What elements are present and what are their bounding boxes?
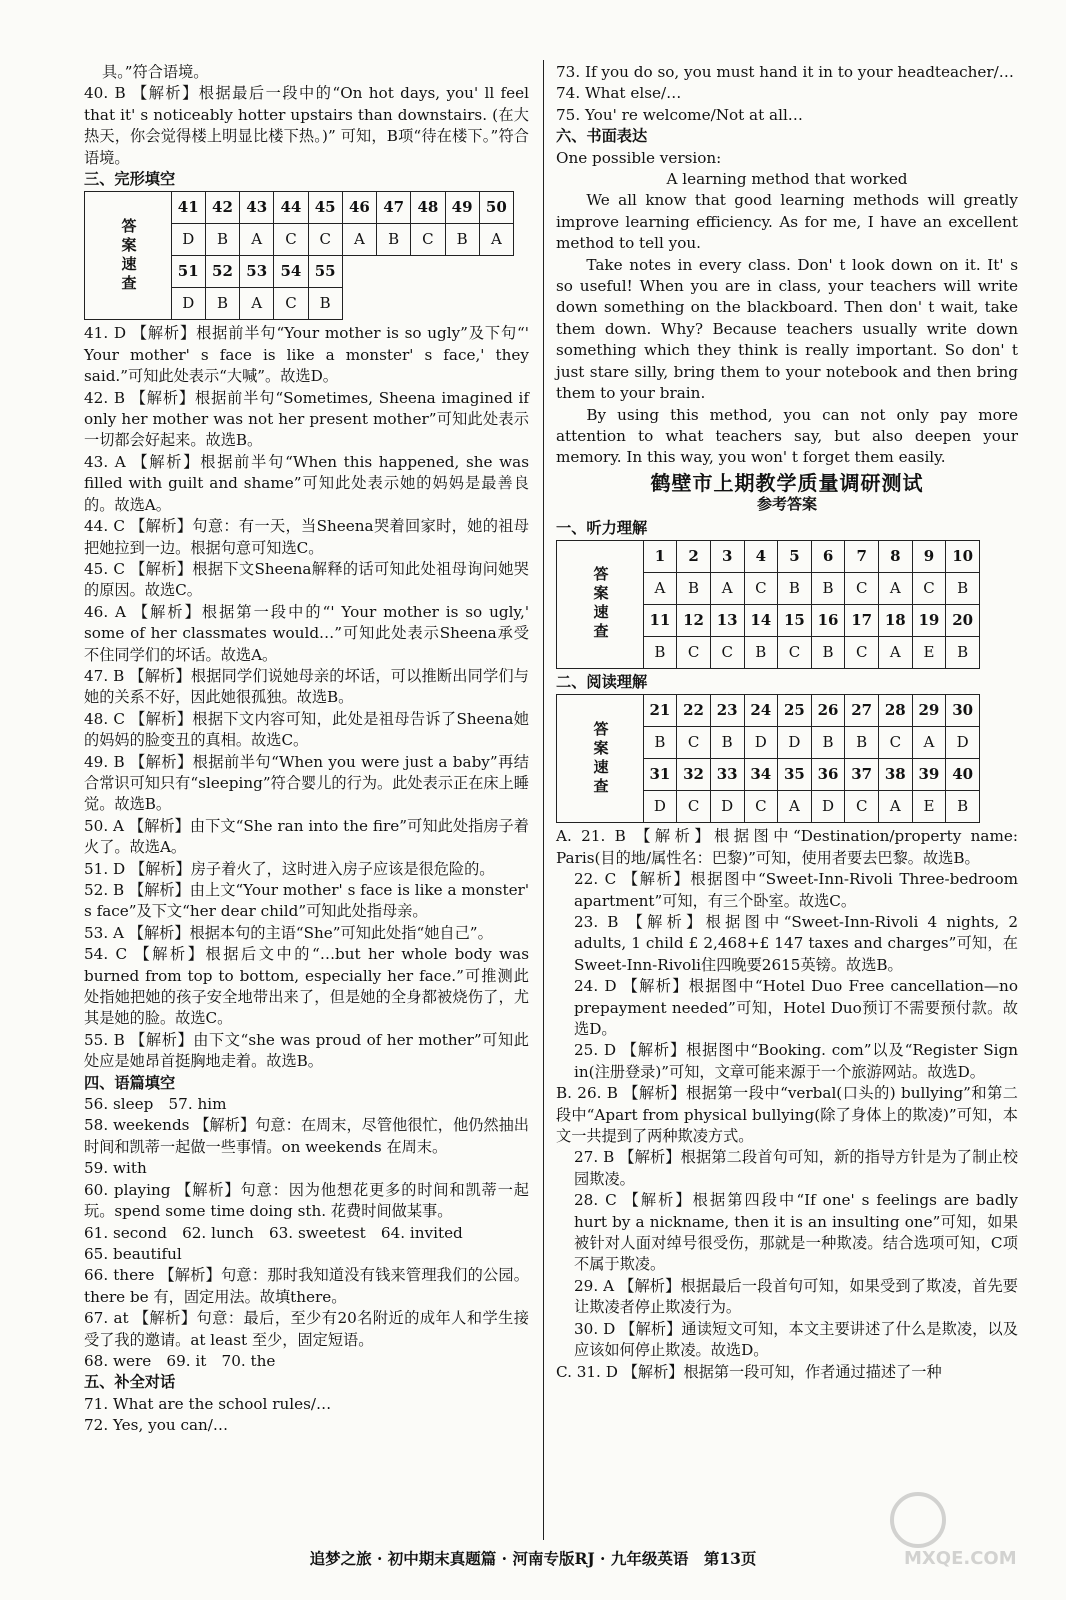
dialog-answer: 75. You' re welcome/Not at all… — [556, 105, 803, 124]
table-cell: 22 — [677, 695, 711, 727]
table-cell: C — [912, 572, 946, 604]
fill-answer: 67. at 【解析】句意：最后，至少有20名附近的成年人和学生接受了我的邀请。at least 至少，固定短语。 — [84, 1309, 529, 1349]
table-cell: B — [377, 224, 411, 256]
table-cell: B — [205, 224, 239, 256]
version-label: One possible version: — [556, 148, 722, 167]
reading-explanation: 22. C 【解析】根据图中“Sweet-Inn-Rivoli Three-bedroom apartment”可知，有三个卧室。故选C。 — [574, 870, 1018, 910]
table-cell: 42 — [205, 192, 239, 224]
table-cell: B — [811, 572, 845, 604]
section-6-title: 六、书面表达 — [556, 127, 648, 146]
table-cell: 55 — [308, 256, 342, 288]
table-cell: 36 — [811, 759, 845, 791]
table-cell: C — [677, 791, 711, 823]
table-cell: A — [643, 572, 677, 604]
table-cell: 27 — [845, 695, 879, 727]
reading-explanation: 25. D 【解析】根据图中“Booking. com”以及“Register Sign in(注册登录)”可知，文章可能来源于一个旅游网站。故选D。 — [574, 1041, 1018, 1081]
reading-explanation: 23. B 【解析】根据图中“Sweet-Inn-Rivoli 4 nights, 2 adults, 1 child £ 2,468+£ 147 taxes and charges”可知，在Sweet-Inn-Rivoli住四晚要2615英镑。故选B。 — [574, 912, 1018, 974]
table-cell: A — [240, 224, 274, 256]
table-cell: B — [811, 727, 845, 759]
table-cell: 12 — [677, 604, 711, 636]
table-cell: 5 — [778, 540, 812, 572]
explanation: 44. C 【解析】句意：有一天，当Sheena哭着回家时，她的祖母把她拉到一边。根据句意可知选C。 — [84, 517, 529, 557]
table-cell: 2 — [677, 540, 711, 572]
explanation: 54. C 【解析】根据后文中的“…but her whole body was burned from top to bottom, especially her face.”可推测此处指她把她的孩子安全地带出来了，但是她的全身都被烧伤了，尤其是她的脸。故选C。 — [84, 945, 529, 1028]
table-cell: 19 — [912, 604, 946, 636]
explanation: 50. A 【解析】由下文“She ran into the fire”可知此处指房子着火了。故选A。 — [84, 816, 529, 857]
table-cell: C — [677, 636, 711, 668]
essay-title: A learning method that worked — [666, 170, 908, 189]
table-cell: 29 — [912, 695, 946, 727]
explanation: 47. B 【解析】根据同学们说她母亲的坏话，可以推断出同学们与她的关系不好，因此她很孤独。故选B。 — [84, 666, 529, 707]
table-cell: 37 — [845, 759, 879, 791]
explanation: 45. C 【解析】根据下文Sheena解释的话可知此处祖母询问她哭的原因。故选C。 — [84, 559, 529, 600]
table-cell: 32 — [677, 759, 711, 791]
table-cell: C — [274, 224, 308, 256]
table-cell: 8 — [879, 540, 913, 572]
column-divider — [543, 60, 544, 1540]
table-cell: 14 — [744, 604, 778, 636]
table-cell: B — [946, 572, 980, 604]
table-cell: 33 — [710, 759, 744, 791]
table-cell: 11 — [643, 604, 677, 636]
table-cell: C — [845, 791, 879, 823]
table-cell: 31 — [643, 759, 677, 791]
table-label: 答案速查 — [557, 540, 644, 668]
table-cell: 24 — [744, 695, 778, 727]
watermark-text: MXQE.COM — [904, 1548, 1017, 1569]
section-1-title: 一、听力理解 — [556, 518, 648, 537]
explanation: 41. D 【解析】根据前半句“Your mother is so ugly”及下句“' Your mother' s face is like a monster' s face,' they said.”可知此处表示“大喊”。故选D。 — [84, 324, 529, 386]
reading-explanation: B. 26. B 【解析】根据第一段中“verbal(口头的) bullying”和第二段中“Apart from physical bullying(除了身体上的欺凌)”可知，本文一共提到了两种欺凌方式。 — [556, 1084, 1018, 1146]
explanation: 42. B 【解析】根据前半句“Sometimes, Sheena imagined if only her mother was not her present mother”可知此处表示一切都会好起来。故选B。 — [84, 388, 529, 450]
table-cell: 1 — [643, 540, 677, 572]
table-cell: C — [744, 791, 778, 823]
page-footer: 追梦之旅 · 初中期末真题篇 · 河南专版RJ · 九年级英语 第13页 — [309, 1549, 757, 1568]
exam-title: 鹤壁市上期教学质量调研测试 — [650, 470, 924, 495]
fill-answer: 66. there 【解析】句意：那时我知道没有钱来管理我们的公园。there be 有，固定用法。故填there。 — [84, 1266, 529, 1306]
essay-paragraph: By using this method, you can not only pay more attention to what teachers say, but also deepen your memory. In this way, you won' t forget them easily. — [556, 405, 1018, 467]
answer-table-reading — [556, 694, 980, 823]
table-cell: D — [171, 288, 205, 320]
table-cell: 46 — [342, 192, 376, 224]
table-cell: 15 — [778, 604, 812, 636]
dialog-answer: 74. What else/… — [556, 84, 682, 103]
table-cell: 48 — [411, 192, 445, 224]
table-cell: 54 — [274, 256, 308, 288]
answer-40: 40. B 【解析】根据最后一段中的“On hot days, you' ll feel that it' s noticeably hotter upstairs than downstairs. (在大热天，你会觉得楼上明显比楼下热。)” 可知，B项“待在楼下。”符合语境。 — [84, 84, 529, 167]
table-cell: A — [342, 224, 376, 256]
table-cell: B — [643, 727, 677, 759]
table-cell: B — [308, 288, 342, 320]
table-cell: 30 — [946, 695, 980, 727]
table-cell: A — [879, 572, 913, 604]
table-cell: B — [710, 727, 744, 759]
table-cell: 7 — [845, 540, 879, 572]
table-cell: D — [171, 224, 205, 256]
table-cell: B — [811, 636, 845, 668]
table-cell: E — [912, 636, 946, 668]
table-cell: 13 — [710, 604, 744, 636]
table-cell: D — [710, 791, 744, 823]
reading-explanation: 30. D 【解析】通读短文可知，本文主要讲述了什么是欺凌，以及应该如何停止欺凌。故选D。 — [574, 1319, 1018, 1360]
table-cell: 34 — [744, 759, 778, 791]
table-cell: E — [912, 791, 946, 823]
explanation: 48. C 【解析】根据下文内容可知，此处是祖母告诉了Sheena她的妈妈的脸变丑的真相。故选C。 — [84, 709, 529, 750]
table-cell: 23 — [710, 695, 744, 727]
dialog-answer: 72. Yes, you can/… — [84, 1416, 229, 1435]
table-cell: B — [946, 636, 980, 668]
table-cell: 38 — [879, 759, 913, 791]
table-cell: 49 — [445, 192, 479, 224]
table-cell: 17 — [845, 604, 879, 636]
table-cell: C — [845, 572, 879, 604]
table-cell: C — [411, 224, 445, 256]
intro-line: 具。”符合语境。 — [102, 63, 209, 81]
table-cell: 44 — [274, 192, 308, 224]
section-2-title: 二、阅读理解 — [556, 672, 648, 691]
section-5-title: 五、补全对话 — [84, 1373, 176, 1392]
table-cell: C — [308, 224, 342, 256]
table-cell: B — [946, 791, 980, 823]
table-cell: 47 — [377, 192, 411, 224]
table-cell: B — [643, 636, 677, 668]
fill-answer: 56. sleep 57. him — [84, 1095, 227, 1114]
essay-paragraph: We all know that good learning methods will greatly improve learning efficiency. As for me, I have an excellent method to tell you. — [556, 191, 1018, 253]
table-cell: D — [778, 727, 812, 759]
table-label: 答案速查 — [85, 192, 172, 320]
dialog-answer: 73. If you do so, you must hand it in to your headteacher/… — [556, 63, 1014, 81]
table-cell: C — [744, 572, 778, 604]
table-cell: 18 — [879, 604, 913, 636]
explanation: 53. A 【解析】根据本句的主语“She”可知此处指“她自己”。 — [84, 923, 493, 942]
table-cell: A — [778, 791, 812, 823]
table-cell: D — [643, 791, 677, 823]
fill-answer: 60. playing 【解析】句意：因为他想花更多的时间和凯蒂一起玩。spend some time doing sth. 花费时间做某事。 — [84, 1180, 529, 1221]
table-cell: C — [710, 636, 744, 668]
table-cell: 25 — [778, 695, 812, 727]
table-cell: 28 — [879, 695, 913, 727]
table-cell: C — [778, 636, 812, 668]
table-cell: B — [205, 288, 239, 320]
table-cell: 21 — [643, 695, 677, 727]
fill-answer: 61. second 62. lunch 63. sweetest 64. invited — [84, 1223, 463, 1242]
table-label: 答案速查 — [557, 695, 644, 823]
explanation: 46. A 【解析】根据第一段中的“' Your mother is so ugly,' some of her classmates would…”可知此处表示Sheena承受不住同学们的坏话。故选A。 — [84, 602, 529, 664]
exam-subtitle: 参考答案 — [756, 495, 817, 514]
table-cell: 52 — [205, 256, 239, 288]
table-cell: 4 — [744, 540, 778, 572]
table-cell: 20 — [946, 604, 980, 636]
explanation: 52. B 【解析】由上文“Your mother' s face is like a monster' s face”及下文“her dear child”可知此处指母亲。 — [84, 881, 529, 921]
fill-answer: 58. weekends 【解析】句意：在周末，尽管他很忙，他仍然抽出时间和凯蒂一起做一些事情。on weekends 在周末。 — [84, 1116, 529, 1156]
table-cell: A — [912, 727, 946, 759]
section-4-title: 四、语篇填空 — [84, 1073, 176, 1092]
table-cell: C — [879, 727, 913, 759]
table-cell: A — [710, 572, 744, 604]
table-cell: B — [778, 572, 812, 604]
table-cell: A — [879, 791, 913, 823]
table-cell: C — [677, 727, 711, 759]
reading-explanation: C. 31. D 【解析】根据第一段可知，作者通过描述了一种 — [556, 1362, 942, 1381]
table-cell: B — [845, 727, 879, 759]
table-cell: 53 — [240, 256, 274, 288]
table-cell: B — [445, 224, 479, 256]
table-cell: 43 — [240, 192, 274, 224]
table-cell: 51 — [171, 256, 205, 288]
reading-explanation: 28. C 【解析】根据第四段中“If one' s feelings are badly hurt by a nickname, then it is an insulting one”可知，如果被针对人面对绰号很受伤，那就是一种欺凌。结合选项可知，C项不属于欺凌。 — [574, 1191, 1018, 1274]
table-cell: 16 — [811, 604, 845, 636]
table-cell: A — [879, 636, 913, 668]
explanation: 51. D 【解析】房子着火了，这时进入房子应该是很危险的。 — [84, 859, 495, 878]
right-column — [556, 62, 1018, 1383]
table-cell: 35 — [778, 759, 812, 791]
table-cell: 45 — [308, 192, 342, 224]
answer-table-listening — [556, 540, 980, 669]
table-cell: 50 — [479, 192, 513, 224]
reading-explanation: 24. D 【解析】根据图中“Hotel Duo Free cancellation—no prepayment needed”可知，Hotel Duo预订不需要预付款。故选D。 — [574, 977, 1018, 1038]
table-cell: 10 — [946, 540, 980, 572]
table-cell: 3 — [710, 540, 744, 572]
answer-table-cloze — [84, 191, 514, 320]
table-cell: 9 — [912, 540, 946, 572]
table-cell: D — [946, 727, 980, 759]
table-cell: 6 — [811, 540, 845, 572]
table-cell: B — [677, 572, 711, 604]
explanation: 49. B 【解析】根据前半句“When you were just a baby”再结合常识可知只有“sleeping”符合婴儿的行为。此处表示正在床上睡觉。故选B。 — [84, 752, 529, 814]
table-cell: B — [744, 636, 778, 668]
fill-answer: 68. were 69. it 70. the — [84, 1351, 276, 1370]
explanation: 43. A 【解析】根据前半句“When this happened, she was filled with guilt and shame”可知此处表示她的妈妈是最善良的。故选A。 — [84, 452, 529, 514]
table-cell: 40 — [946, 759, 980, 791]
essay-paragraph: Take notes in every class. Don' t look down on it. It' s so useful! When you are in class, your teachers will write down something on the blackboard. Then don' t wait, take them down. Why? Because teachers usually write down something which they think is really important. So don' t just stare silly, bring them to your notebook and then bring them to your brain. — [556, 255, 1018, 403]
table-cell: 39 — [912, 759, 946, 791]
table-cell: D — [811, 791, 845, 823]
reading-explanation: A. 21. B 【解析】根据图中“Destination/property name: Paris(目的地/属性名：巴黎)”可知，使用者要去巴黎。故选B。 — [556, 827, 1018, 867]
left-column — [84, 62, 529, 1437]
fill-answer: 59. with — [84, 1159, 147, 1178]
watermark-logo — [884, 1486, 1044, 1570]
section-3-title: 三、完形填空 — [84, 170, 176, 189]
table-cell: C — [274, 288, 308, 320]
table-cell: D — [744, 727, 778, 759]
reading-explanation: 29. A 【解析】根据最后一段首句可知，如果受到了欺凌，首先要让欺凌者停止欺凌行为。 — [574, 1276, 1018, 1317]
table-cell: 26 — [811, 695, 845, 727]
table-cell: 41 — [171, 192, 205, 224]
fill-answer: 65. beautiful — [84, 1244, 182, 1263]
reading-explanation: 27. B 【解析】根据第二段首句可知，新的指导方针是为了制止校园欺凌。 — [574, 1148, 1018, 1188]
table-cell: A — [479, 224, 513, 256]
table-cell: A — [240, 288, 274, 320]
dialog-answer: 71. What are the school rules/… — [84, 1394, 332, 1413]
table-cell: C — [845, 636, 879, 668]
explanation: 55. B 【解析】由下文“she was proud of her mother”可知此处应是她昂首挺胸地走着。故选B。 — [84, 1030, 529, 1071]
